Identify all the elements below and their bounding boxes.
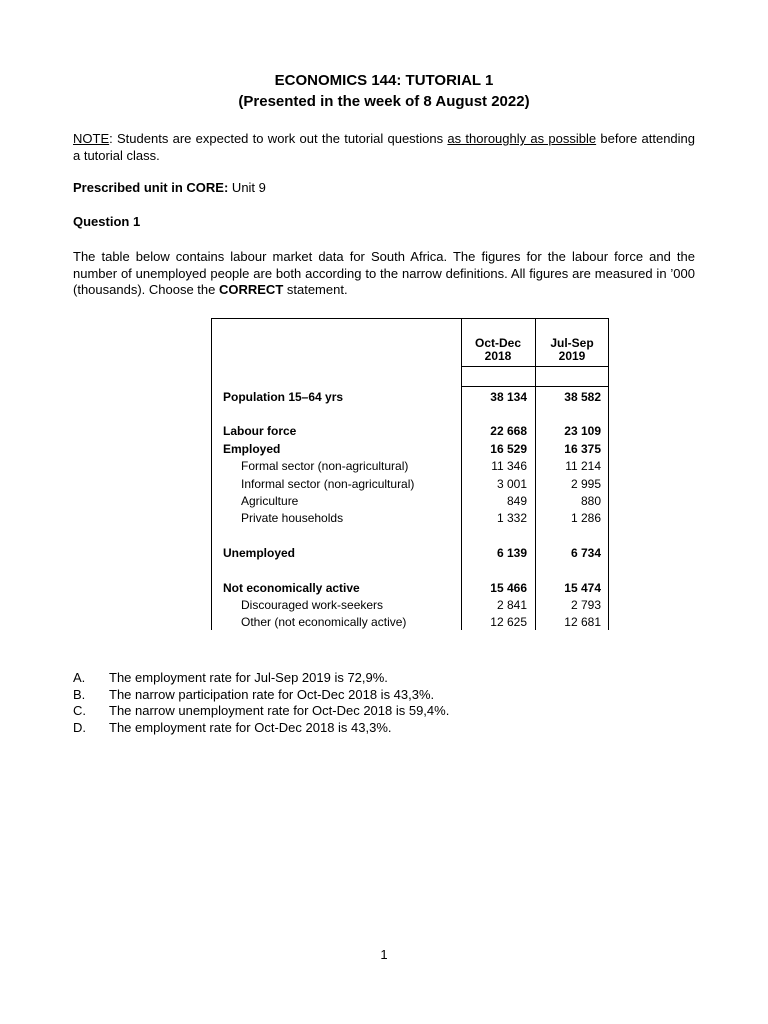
option-text: The employment rate for Oct-Dec 2018 is 43,3%. — [109, 719, 392, 735]
row-label: Unemployed — [223, 546, 296, 560]
table-row — [211, 441, 609, 458]
row-value-2019: 11 214 — [565, 459, 601, 473]
table-row — [211, 614, 609, 631]
row-value-2019: 1 286 — [570, 511, 601, 525]
row-label: Population 15–64 yrs — [223, 390, 344, 404]
table-row — [211, 510, 609, 527]
row-value-2018: 11 346 — [491, 459, 527, 473]
column-header-line: 2019 — [558, 349, 586, 363]
row-value-2019: 38 582 — [564, 390, 601, 404]
row-value-2018: 1 332 — [496, 511, 527, 525]
note-label: NOTE — [73, 131, 110, 146]
row-value-2018: 12 625 — [490, 615, 527, 629]
answer-options — [73, 670, 695, 736]
column-header-line: 2018 — [484, 349, 512, 363]
table-row — [211, 458, 609, 475]
row-value-2019: 23 109 — [564, 424, 601, 438]
answer-option-c — [73, 703, 695, 720]
note-emphasis: as thoroughly as possible — [447, 131, 597, 146]
answer-option-b — [73, 687, 695, 704]
row-label: Not economically active — [223, 581, 360, 595]
row-value-2019: 16 375 — [564, 442, 601, 456]
table-row — [211, 493, 609, 510]
table-row — [211, 476, 609, 493]
row-label: Employed — [223, 442, 281, 456]
column-header-line: Jul-Sep — [550, 336, 594, 350]
table-row — [211, 580, 609, 597]
table-header-rule — [461, 386, 609, 387]
option-text: The narrow participation rate for Oct-Dec 2018 is 43,3%. — [109, 686, 435, 702]
row-label: Private households — [241, 511, 344, 525]
question-intro — [73, 249, 695, 299]
column-header-jul-sep-2019 — [535, 337, 609, 363]
table-row — [211, 423, 609, 440]
page-subtitle: (Presented in the week of 8 August 2022) — [238, 93, 530, 110]
answer-option-d — [73, 720, 695, 737]
row-label: Informal sector (non-agricultural) — [241, 477, 415, 491]
row-value-2019: 2 793 — [570, 598, 601, 612]
option-letter: A. — [73, 670, 86, 685]
intro-text-after: statement. — [283, 282, 348, 297]
prescribed-value: Unit 9 — [228, 180, 266, 195]
note-text-before: : Students are expected to work out the tutorial questions — [109, 131, 448, 146]
row-value-2018: 22 668 — [490, 424, 527, 438]
column-header-line: Oct-Dec — [474, 336, 521, 350]
row-value-2018: 6 139 — [496, 546, 527, 560]
labour-market-table — [211, 318, 609, 630]
option-text: The employment rate for Jul-Sep 2019 is 72,9%. — [109, 670, 388, 685]
row-value-2019: 12 681 — [564, 615, 601, 629]
row-label: Other (not economically active) — [241, 615, 407, 629]
table-border-top — [211, 318, 609, 319]
table-row — [211, 597, 609, 614]
row-value-2018: 3 001 — [496, 477, 527, 491]
intro-emphasis: CORRECT — [218, 282, 284, 297]
answer-option-a — [73, 670, 695, 687]
intro-text-before: The table below contains labour market data for South Africa. The figures for the labour force and the number of unemployed people are both according to the narrow definitions. All figures are measured in ’000 (thousands). Choose the — [73, 249, 695, 297]
row-value-2019: 6 734 — [570, 546, 601, 560]
row-value-2018: 16 529 — [490, 442, 527, 456]
row-value-2018: 15 466 — [490, 581, 527, 595]
table-row — [211, 545, 609, 562]
column-header-oct-dec-2018 — [461, 337, 535, 363]
option-letter: B. — [73, 686, 86, 702]
question-heading: Question 1 — [73, 214, 141, 229]
row-value-2019: 2 995 — [570, 477, 601, 491]
row-value-2019: 15 474 — [564, 581, 601, 595]
option-letter: D. — [73, 719, 86, 735]
note-text-after: before attending a tutorial class. — [73, 131, 696, 163]
row-label: Discouraged work-seekers — [241, 598, 384, 612]
prescribed-label: Prescribed unit in CORE: — [73, 180, 229, 195]
table-row — [211, 389, 609, 406]
row-value-2018: 2 841 — [496, 598, 527, 612]
page-number: 1 — [380, 947, 388, 962]
table-header-rule — [461, 366, 609, 367]
row-label: Agriculture — [241, 494, 299, 508]
row-label: Formal sector (non-agricultural) — [241, 459, 409, 473]
row-value-2019: 880 — [580, 494, 601, 508]
option-text: The narrow unemployment rate for Oct-Dec 2018 is 59,4%. — [109, 703, 450, 718]
prescribed-unit — [73, 180, 695, 197]
page-title: ECONOMICS 144: TUTORIAL 1 — [274, 72, 494, 89]
row-value-2018: 849 — [506, 494, 527, 508]
row-value-2018: 38 134 — [490, 390, 527, 404]
row-label: Labour force — [223, 424, 297, 438]
note-paragraph — [73, 131, 695, 164]
option-letter: C. — [73, 703, 86, 718]
